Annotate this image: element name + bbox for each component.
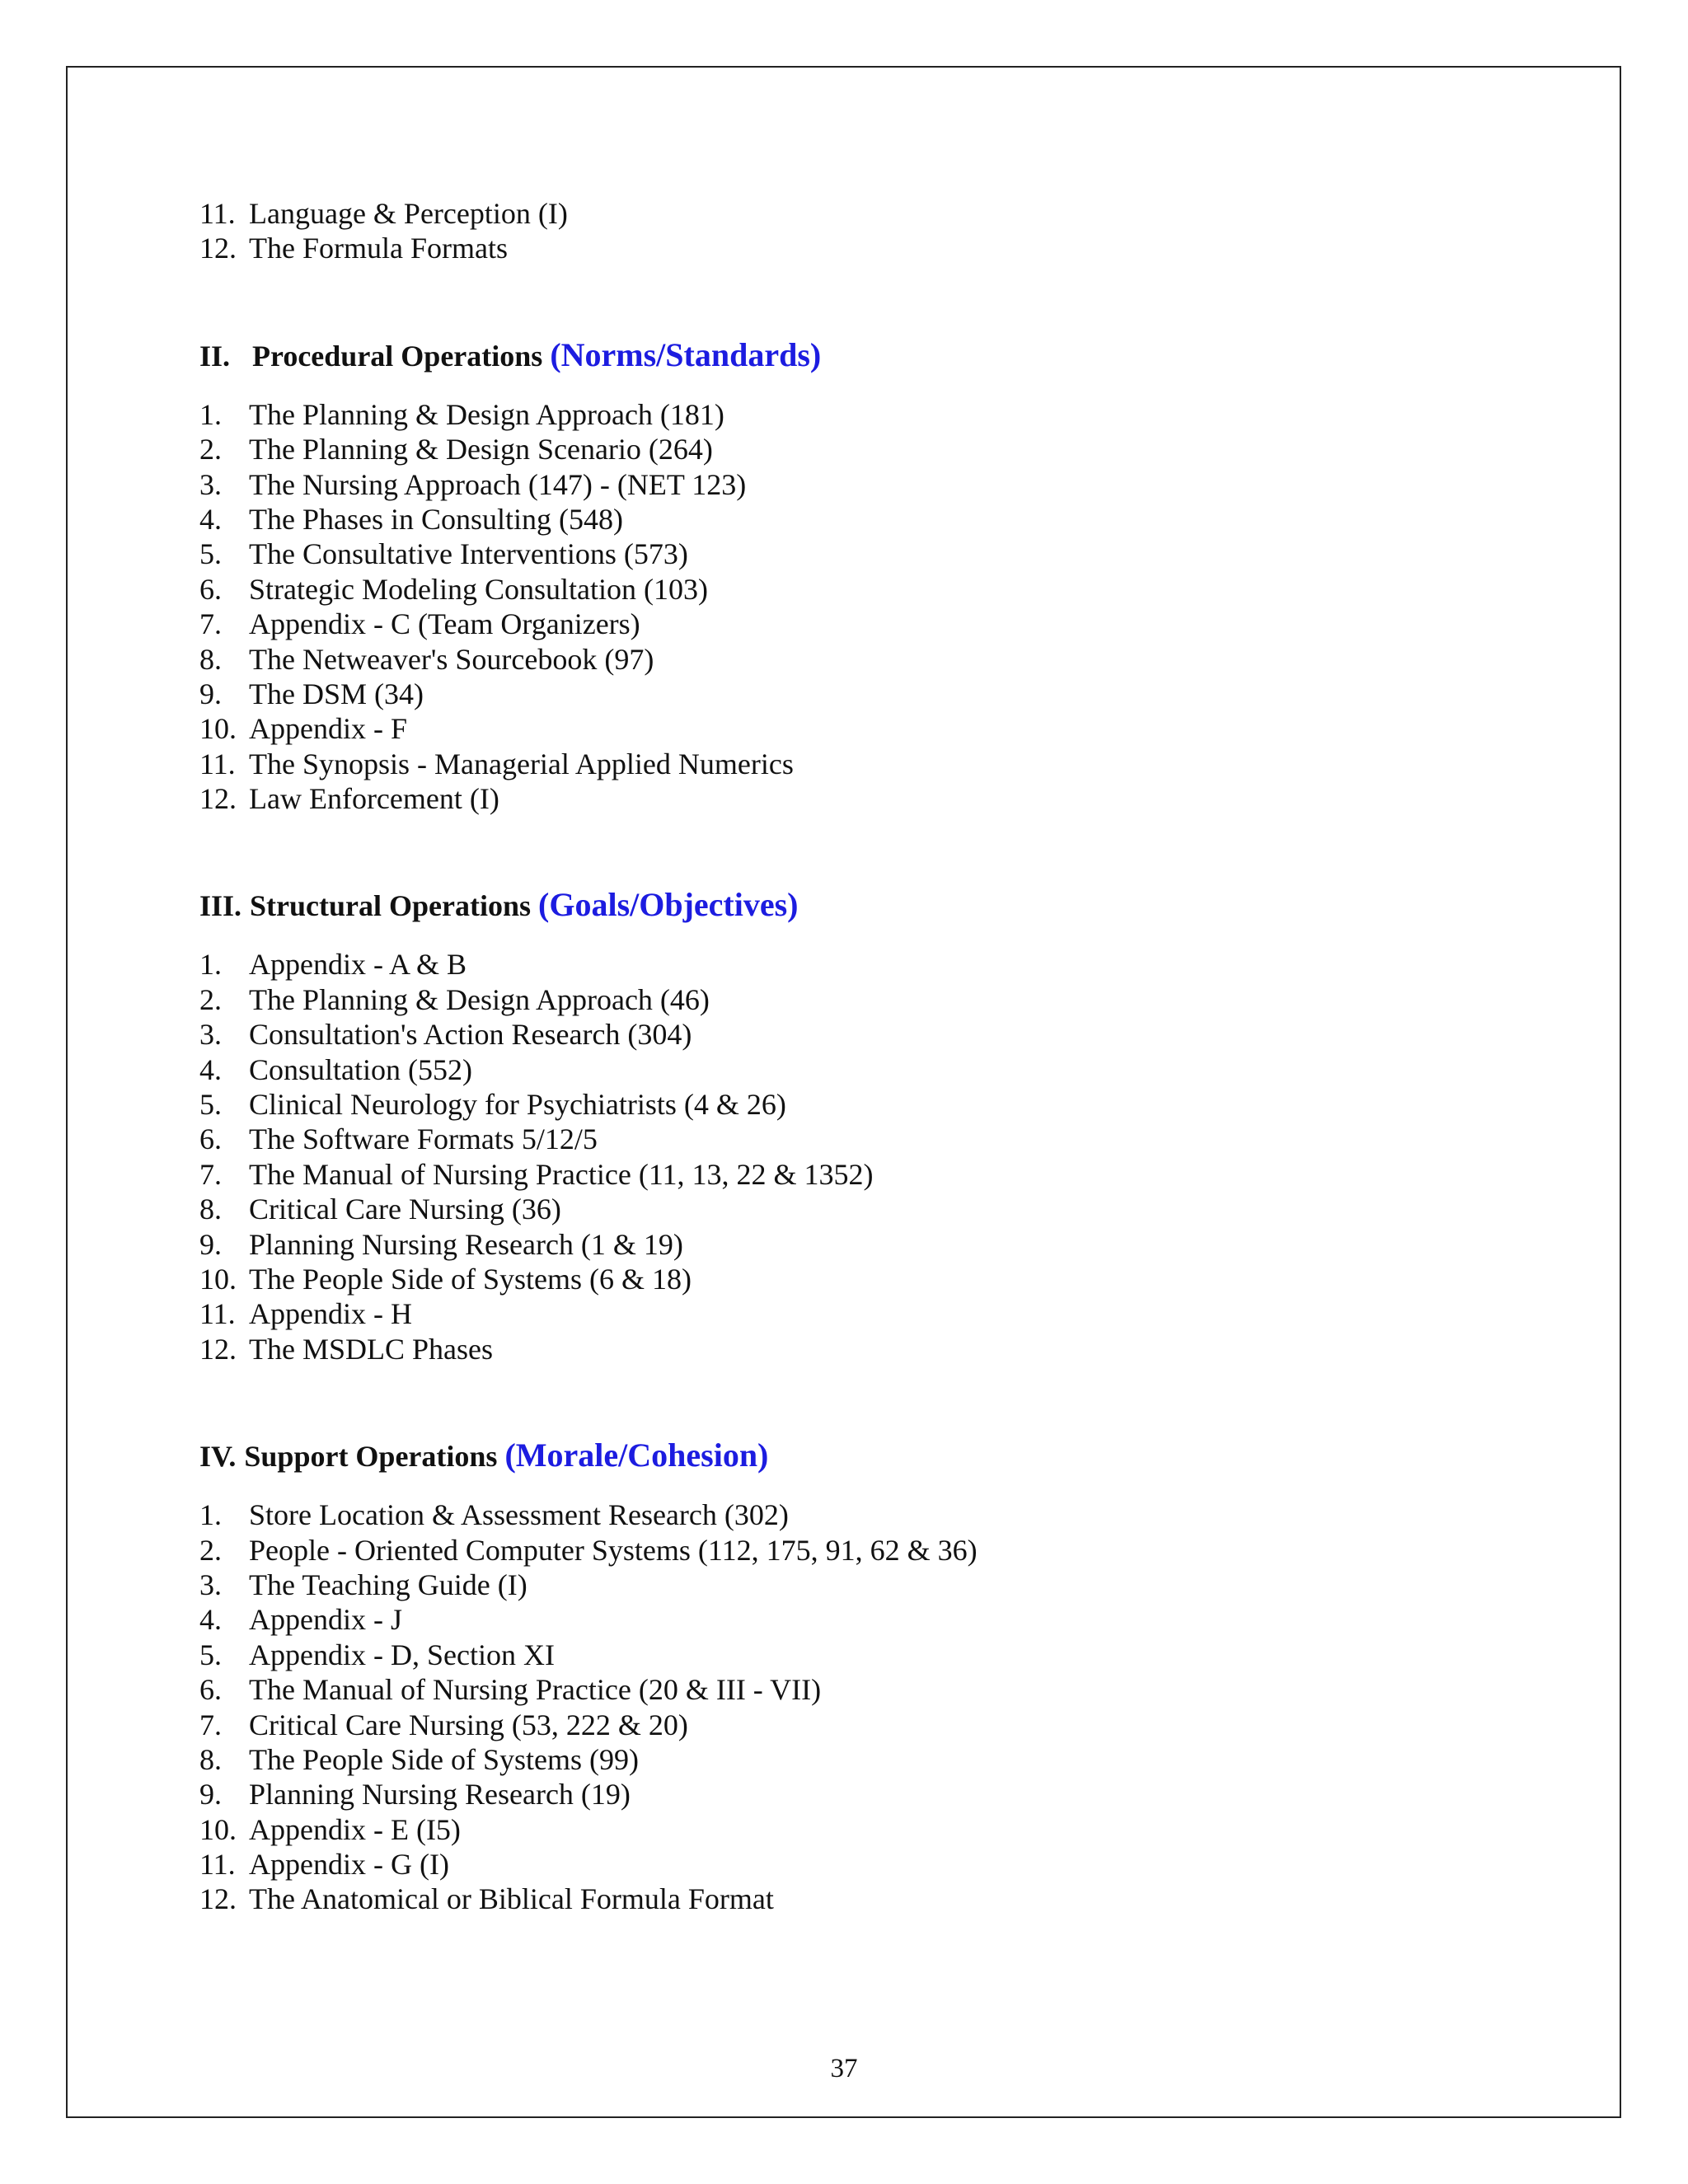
list-item bbox=[199, 1847, 1518, 1882]
heading-spacer bbox=[199, 377, 1518, 397]
item-text: People - Oriented Computer Systems (112, 175, 91, 62 & 36) bbox=[249, 1533, 978, 1567]
list-item bbox=[199, 1332, 1518, 1366]
list-item bbox=[199, 747, 1518, 781]
list-item bbox=[199, 1227, 1518, 1262]
item-number: 2. bbox=[199, 433, 222, 466]
item-number: 7. bbox=[199, 607, 222, 641]
heading-spacer bbox=[199, 1478, 1518, 1497]
section-list bbox=[199, 947, 1518, 1366]
item-text: Appendix - G (I) bbox=[249, 1848, 449, 1882]
section-accent: (Norms/Standards) bbox=[550, 335, 822, 373]
section-heading bbox=[199, 883, 1518, 927]
list-item bbox=[199, 642, 1518, 677]
item-number: 4. bbox=[199, 502, 222, 536]
item-number: 10. bbox=[199, 1262, 237, 1296]
item-text: Language & Perception (I) bbox=[249, 197, 568, 230]
item-text: Critical Care Nursing (36) bbox=[249, 1193, 561, 1226]
list-item bbox=[199, 196, 1518, 231]
item-number: 2. bbox=[199, 1533, 222, 1567]
item-number: 9. bbox=[199, 1227, 222, 1261]
section-list bbox=[199, 1497, 1518, 1917]
list-item bbox=[199, 1777, 1518, 1811]
item-number: 11. bbox=[199, 197, 236, 230]
item-text: Law Enforcement (I) bbox=[249, 782, 499, 816]
item-text: Appendix - J bbox=[249, 1603, 402, 1637]
list-item bbox=[199, 1602, 1518, 1637]
item-number: 3. bbox=[199, 1568, 222, 1601]
section-roman-numeral: IV. bbox=[199, 1440, 237, 1474]
section-roman-numeral: II. bbox=[199, 339, 231, 373]
item-text: The Teaching Guide (I) bbox=[249, 1568, 528, 1601]
item-text: The MSDLC Phases bbox=[249, 1332, 493, 1366]
list-item bbox=[199, 1533, 1518, 1568]
list-item bbox=[199, 397, 1518, 432]
item-number: 5. bbox=[199, 1638, 222, 1671]
item-text: The Manual of Nursing Practice (20 & III - VII) bbox=[249, 1673, 822, 1707]
section-spacer bbox=[199, 266, 1518, 334]
item-text: Consultation (552) bbox=[249, 1052, 472, 1086]
section-list bbox=[199, 397, 1518, 817]
list-item bbox=[199, 1638, 1518, 1672]
sections bbox=[199, 266, 1518, 1917]
item-text: Clinical Neurology for Psychiatrists (4 & 26) bbox=[249, 1088, 786, 1122]
item-number: 6. bbox=[199, 1122, 222, 1156]
item-text: Appendix - D, Section XI bbox=[249, 1638, 555, 1671]
list-item bbox=[199, 1087, 1518, 1122]
item-text: Appendix - C (Team Organizers) bbox=[249, 607, 640, 641]
item-number: 7. bbox=[199, 1708, 222, 1741]
item-text: The Synopsis - Managerial Applied Numerics bbox=[249, 747, 794, 780]
list-item bbox=[199, 1742, 1518, 1777]
item-number: 6. bbox=[199, 1673, 222, 1707]
list-item bbox=[199, 1192, 1518, 1226]
item-number: 1. bbox=[199, 948, 222, 982]
document-content bbox=[199, 196, 1518, 1917]
item-number: 4. bbox=[199, 1603, 222, 1637]
item-text: The Manual of Nursing Practice (11, 13, 22 & 1352) bbox=[249, 1157, 874, 1191]
item-text: The Anatomical or Biblical Formula Format bbox=[249, 1882, 774, 1916]
list-item bbox=[199, 1672, 1518, 1707]
item-text: Strategic Modeling Consultation (103) bbox=[249, 572, 708, 606]
item-text: Store Location & Assessment Research (302) bbox=[249, 1498, 789, 1532]
section-roman-numeral: III. bbox=[199, 889, 242, 923]
item-number: 9. bbox=[199, 1778, 222, 1811]
list-item bbox=[199, 607, 1518, 641]
item-text: The DSM (34) bbox=[249, 677, 424, 710]
list-item bbox=[199, 572, 1518, 607]
section-accent: (Morale/Cohesion) bbox=[504, 1436, 769, 1474]
item-text: The Formula Formats bbox=[249, 232, 508, 265]
section bbox=[199, 1366, 1518, 1917]
item-text: The Planning & Design Scenario (264) bbox=[249, 433, 713, 466]
item-number: 3. bbox=[199, 467, 222, 501]
section-title: Structural Operations bbox=[250, 889, 532, 923]
page-number: 37 bbox=[830, 2054, 858, 2083]
item-number: 11. bbox=[199, 1297, 236, 1331]
list-item bbox=[199, 677, 1518, 711]
item-number: 4. bbox=[199, 1052, 222, 1086]
list-item bbox=[199, 467, 1518, 502]
heading-spacer bbox=[199, 927, 1518, 947]
list-item bbox=[199, 1497, 1518, 1532]
item-text: The Software Formats 5/12/5 bbox=[249, 1122, 598, 1156]
list-item bbox=[199, 231, 1518, 265]
item-text: Appendix - F bbox=[249, 712, 407, 746]
item-number: 10. bbox=[199, 1812, 237, 1846]
list-item bbox=[199, 1708, 1518, 1742]
item-number: 3. bbox=[199, 1018, 222, 1052]
item-number: 11. bbox=[199, 747, 236, 780]
list-item bbox=[199, 1122, 1518, 1156]
item-text: Planning Nursing Research (1 & 19) bbox=[249, 1227, 683, 1261]
item-number: 8. bbox=[199, 1193, 222, 1226]
list-item bbox=[199, 1812, 1518, 1847]
list-item bbox=[199, 1157, 1518, 1192]
item-text: The Phases in Consulting (548) bbox=[249, 502, 623, 536]
item-number: 9. bbox=[199, 677, 222, 710]
section-title: Support Operations bbox=[244, 1440, 498, 1474]
list-item bbox=[199, 711, 1518, 746]
section-accent: (Goals/Objectives) bbox=[538, 886, 799, 924]
item-number: 1. bbox=[199, 1498, 222, 1532]
list-item bbox=[199, 947, 1518, 982]
item-text: The People Side of Systems (99) bbox=[249, 1742, 639, 1776]
item-text: The Nursing Approach (147) - (NET 123) bbox=[249, 467, 747, 501]
item-number: 8. bbox=[199, 1742, 222, 1776]
item-text: The Planning & Design Approach (181) bbox=[249, 397, 724, 431]
section-spacer bbox=[199, 816, 1518, 883]
section bbox=[199, 816, 1518, 1366]
item-number: 12. bbox=[199, 232, 237, 265]
list-item bbox=[199, 1052, 1518, 1087]
list-item bbox=[199, 1262, 1518, 1296]
item-text: The Netweaver's Sourcebook (97) bbox=[249, 642, 654, 676]
item-number: 7. bbox=[199, 1157, 222, 1191]
list-item bbox=[199, 1296, 1518, 1331]
item-number: 11. bbox=[199, 1848, 236, 1882]
item-number: 12. bbox=[199, 1332, 237, 1366]
item-text: Appendix - A & B bbox=[249, 948, 467, 982]
item-text: Critical Care Nursing (53, 222 & 20) bbox=[249, 1708, 688, 1741]
list-item bbox=[199, 502, 1518, 537]
item-text: The People Side of Systems (6 & 18) bbox=[249, 1262, 692, 1296]
list-item bbox=[199, 781, 1518, 816]
list-item bbox=[199, 1017, 1518, 1052]
list-item bbox=[199, 982, 1518, 1017]
section-heading bbox=[199, 334, 1518, 377]
section bbox=[199, 266, 1518, 817]
section-heading bbox=[199, 1434, 1518, 1478]
item-text: The Planning & Design Approach (46) bbox=[249, 982, 710, 1016]
item-number: 2. bbox=[199, 982, 222, 1016]
item-text: Planning Nursing Research (19) bbox=[249, 1778, 631, 1811]
section-title: Procedural Operations bbox=[252, 339, 543, 373]
item-number: 10. bbox=[199, 712, 237, 746]
item-number: 12. bbox=[199, 782, 237, 816]
list-item bbox=[199, 1882, 1518, 1916]
list-item bbox=[199, 432, 1518, 466]
item-number: 12. bbox=[199, 1882, 237, 1916]
item-text: Appendix - H bbox=[249, 1297, 412, 1331]
item-text: Consultation's Action Research (304) bbox=[249, 1018, 692, 1052]
item-number: 5. bbox=[199, 537, 222, 571]
item-number: 6. bbox=[199, 572, 222, 606]
item-number: 5. bbox=[199, 1088, 222, 1122]
item-number: 8. bbox=[199, 642, 222, 676]
intro-list bbox=[199, 196, 1518, 266]
list-item bbox=[199, 1568, 1518, 1602]
list-item bbox=[199, 537, 1518, 571]
item-text: The Consultative Interventions (573) bbox=[249, 537, 688, 571]
item-text: Appendix - E (I5) bbox=[249, 1812, 461, 1846]
section-spacer bbox=[199, 1366, 1518, 1434]
item-number: 1. bbox=[199, 397, 222, 431]
